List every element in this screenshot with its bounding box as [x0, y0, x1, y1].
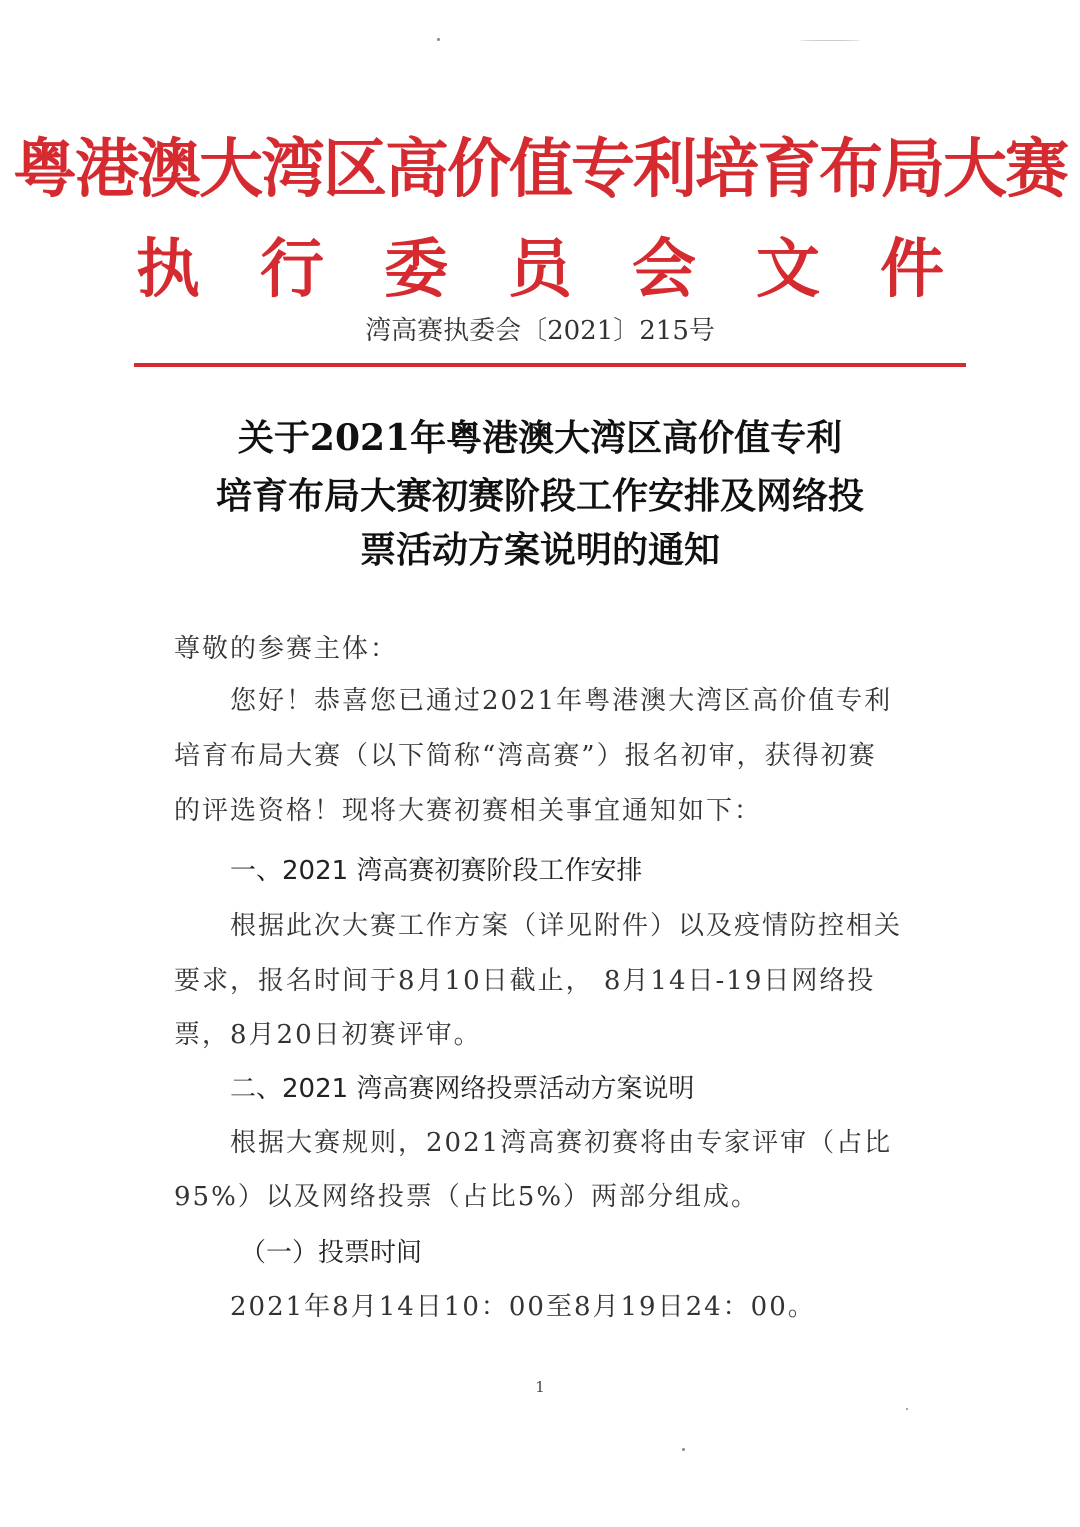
scan-speck [437, 38, 440, 41]
paragraph-text: 票，8月20日初赛评审。 [174, 1020, 482, 1050]
page-number: 1 [535, 1378, 545, 1396]
paragraph-text: 根据此次大赛工作方案（详见附件）以及疫情防控相关 [230, 911, 903, 941]
notice-title-line1: 关于2021年粤港澳大湾区高价值专利 [237, 417, 843, 459]
notice-title-line3: 票活动方案说明的通知 [359, 529, 720, 571]
salutation: 尊敬的参赛主体： [174, 634, 399, 664]
paragraph-text: 根据大赛规则，2021湾高赛初赛将由专家评审（占比 [230, 1128, 893, 1158]
issuer-header-line2: 执行委员会文件 [136, 233, 1004, 307]
issuer-header-line1: 粤港澳大湾区高价值专利培育布局大赛 [13, 133, 1067, 207]
scan-speck [906, 1408, 908, 1410]
scan-speck [682, 1448, 685, 1451]
paragraph-text: 95%）以及网络投票（占比5%）两部分组成。 [174, 1182, 760, 1212]
paragraph-text: 您好！恭喜您已通过2021年粤港澳大湾区高价值专利 [230, 686, 893, 716]
section-heading-2: 二、2021 湾高赛网络投票活动方案说明 [230, 1074, 695, 1104]
subsection-heading: （一）投票时间 [240, 1238, 423, 1268]
paragraph-text: 的评选资格！现将大赛初赛相关事宜通知如下： [174, 796, 763, 826]
section-heading-1: 一、2021 湾高赛初赛阶段工作安排 [230, 856, 643, 886]
paragraph-text: 要求，报名时间于8月10日截止， 8月14日-19日网络投 [174, 966, 876, 996]
paragraph-text: 2021年8月14日10：00至8月19日24：00。 [230, 1292, 816, 1322]
red-divider [134, 363, 966, 367]
notice-title-line2: 培育布局大赛初赛阶段工作安排及网络投 [215, 475, 864, 517]
scan-speck [800, 40, 860, 41]
document-number: 湾高赛执委会〔2021〕215号 [365, 316, 715, 346]
paragraph-text: 培育布局大赛（以下简称“湾高赛”）报名初审，获得初赛 [174, 741, 877, 771]
